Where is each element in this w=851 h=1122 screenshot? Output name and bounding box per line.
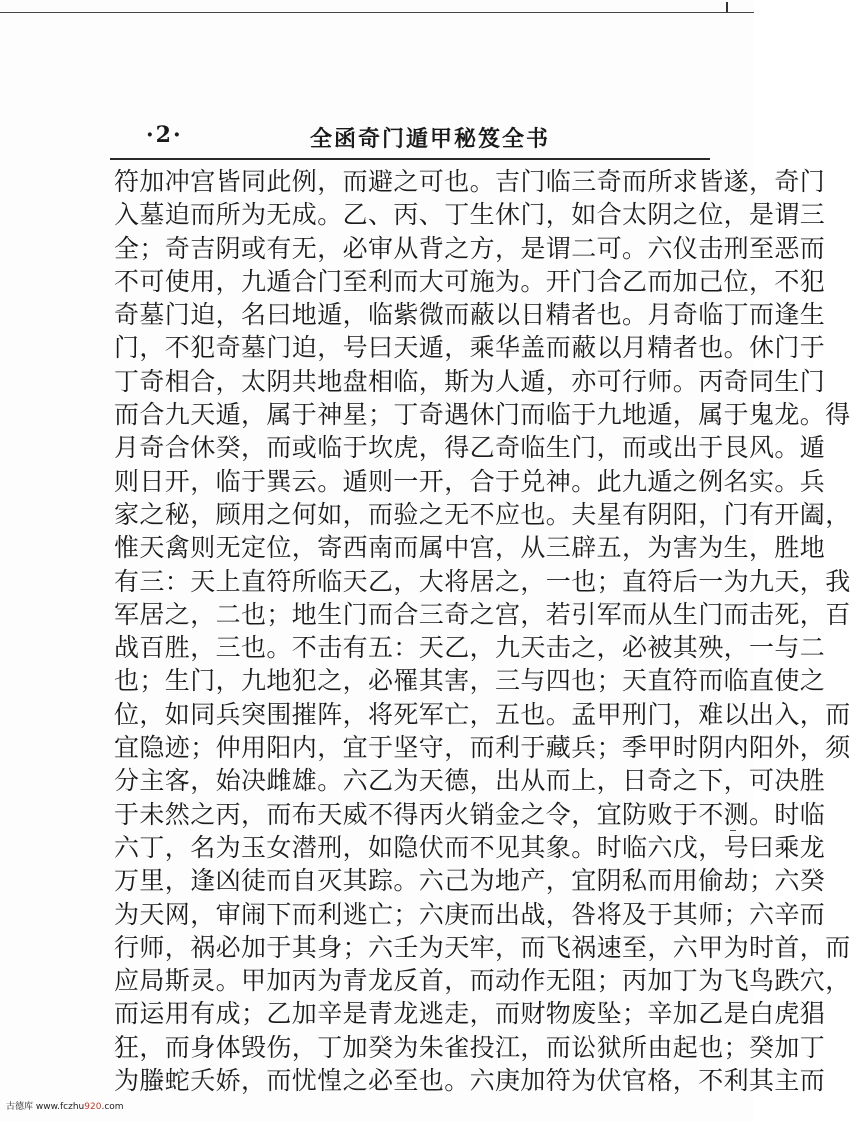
footer-url-accent: 920 (84, 1102, 102, 1112)
text-line: 入墓迫而所为无成。乙、丙、丁生休门，如合太阴之位，是谓三 (114, 200, 826, 230)
text-line: 惟天禽则无定位，寄西南而属中宫，从三辟五，为害为生，胜地 (114, 533, 826, 563)
text-line: 而合九天遁，属于神星；丁奇遇休门而临于九地遁，属于鬼龙。得 (114, 400, 851, 430)
text-line: 则日开，临于巽云。遁则一开，合于兑神。此九遁之例名实。兵 (114, 466, 826, 496)
text-line: 应局斯灵。甲加丙为青龙反首，而动作无阻；丙加丁为飞鸟跌穴， (114, 966, 851, 996)
text-line: 而运用有成；乙加辛是青龙逃走，而财物废坠；辛加乙是白虎猖 (114, 999, 826, 1029)
text-line: 六丁，名为玉女潜刑，如隐伏而不见其象。时临六戊，号曰乘龙 (114, 832, 826, 862)
text-line: 符加冲宫皆同此例，而避之可也。吉门临三奇而所求皆遂，奇门 (114, 167, 826, 196)
text-line: 门，不犯奇墓门迫，号曰天遁，乘华盖而蔽以月精者也。休门于 (114, 333, 826, 363)
text-line: 不可使用，九遁合门至利而大可施为。开门合乙而加己位，不犯 (114, 266, 826, 296)
text-line: 家之秘，顾用之何如，而验之无不应也。夫星有阴阳，门有开阖， (114, 499, 851, 529)
text-line: 奇墓门迫，名曰地遁，临紫微而蔽以日精者也。月奇临丁而逢生 (114, 300, 826, 330)
page-header (110, 118, 710, 158)
text-line: 全；奇吉阴或有无，必审从背之方，是谓二可。六仪击刑至恶而 (114, 233, 826, 263)
corner-crop-mark (726, 2, 736, 12)
text-line: 狂，而身体毁伤，丁加癸为朱雀投江，而讼狱所由起也；癸加丁 (114, 1032, 826, 1062)
text-line: 为天网，审闹下而利逃亡；六庚而出战，咎将及于其师；六辛而 (114, 899, 826, 929)
margin-tick-mark (730, 830, 736, 831)
text-line: 于未然之丙，而布天威不得丙火销金之令，宜防败于不测。时临 (114, 799, 826, 829)
footer-url-prefix: www.fczhu (35, 1102, 85, 1112)
text-line: 月奇合休癸，而或临于坎虎，得乙奇临生门，而或出于艮风。遁 (114, 433, 826, 463)
text-line: 军居之，二也；地生门而合三奇之宫，若引军而从生门而击死，百 (114, 599, 851, 629)
text-line: 位，如同兵突围摧阵，将死军亡，五也。孟甲刑门，难以出入，而 (114, 699, 851, 729)
text-line: 万里，逢凶徒而自灭其踪。六己为地产，宜阴私而用偷劫；六癸 (114, 866, 826, 896)
text-line: 战百胜，三也。不击有五：天乙，九天击之，必被其殃，一与二 (114, 633, 826, 663)
text-line: 分主客，始决雌雄。六乙为天德，出从而上，日奇之下，可决胜 (114, 766, 826, 796)
footer-watermark (6, 1099, 124, 1112)
text-line: 行师，祸必加于其身；六壬为天牢，而飞祸速至，六甲为时首，而 (114, 932, 851, 962)
text-line: 宜隐迹；仲用阳内，宜于坚守，而利于藏兵；季甲时阴内阳外，须 (114, 733, 851, 763)
footer-url-suffix: .com (101, 1102, 124, 1112)
text-line: 为螣蛇夭娇，而忧惶之必至也。六庚加符为伏官格，不利其主而 (114, 1066, 826, 1096)
text-line: 也；生门，九地犯之，必罹其害，三与四也；天直符而临直使之 (114, 666, 826, 696)
header-rule (110, 158, 710, 160)
footer-site-name: 古德库 (6, 1102, 34, 1112)
top-border-rule (0, 12, 754, 13)
text-line: 丁奇相合，太阴共地盘相临，斯为人遁，亦可行师。丙奇同生门 (114, 366, 826, 396)
page-number: ·2· (146, 122, 183, 148)
text-line: 有三：天上直符所临天乙，大将居之，一也；直符后一为九天，我 (114, 566, 851, 596)
running-title: 全函奇门遁甲秘笈全书 (310, 126, 551, 152)
body-text (114, 165, 851, 1097)
